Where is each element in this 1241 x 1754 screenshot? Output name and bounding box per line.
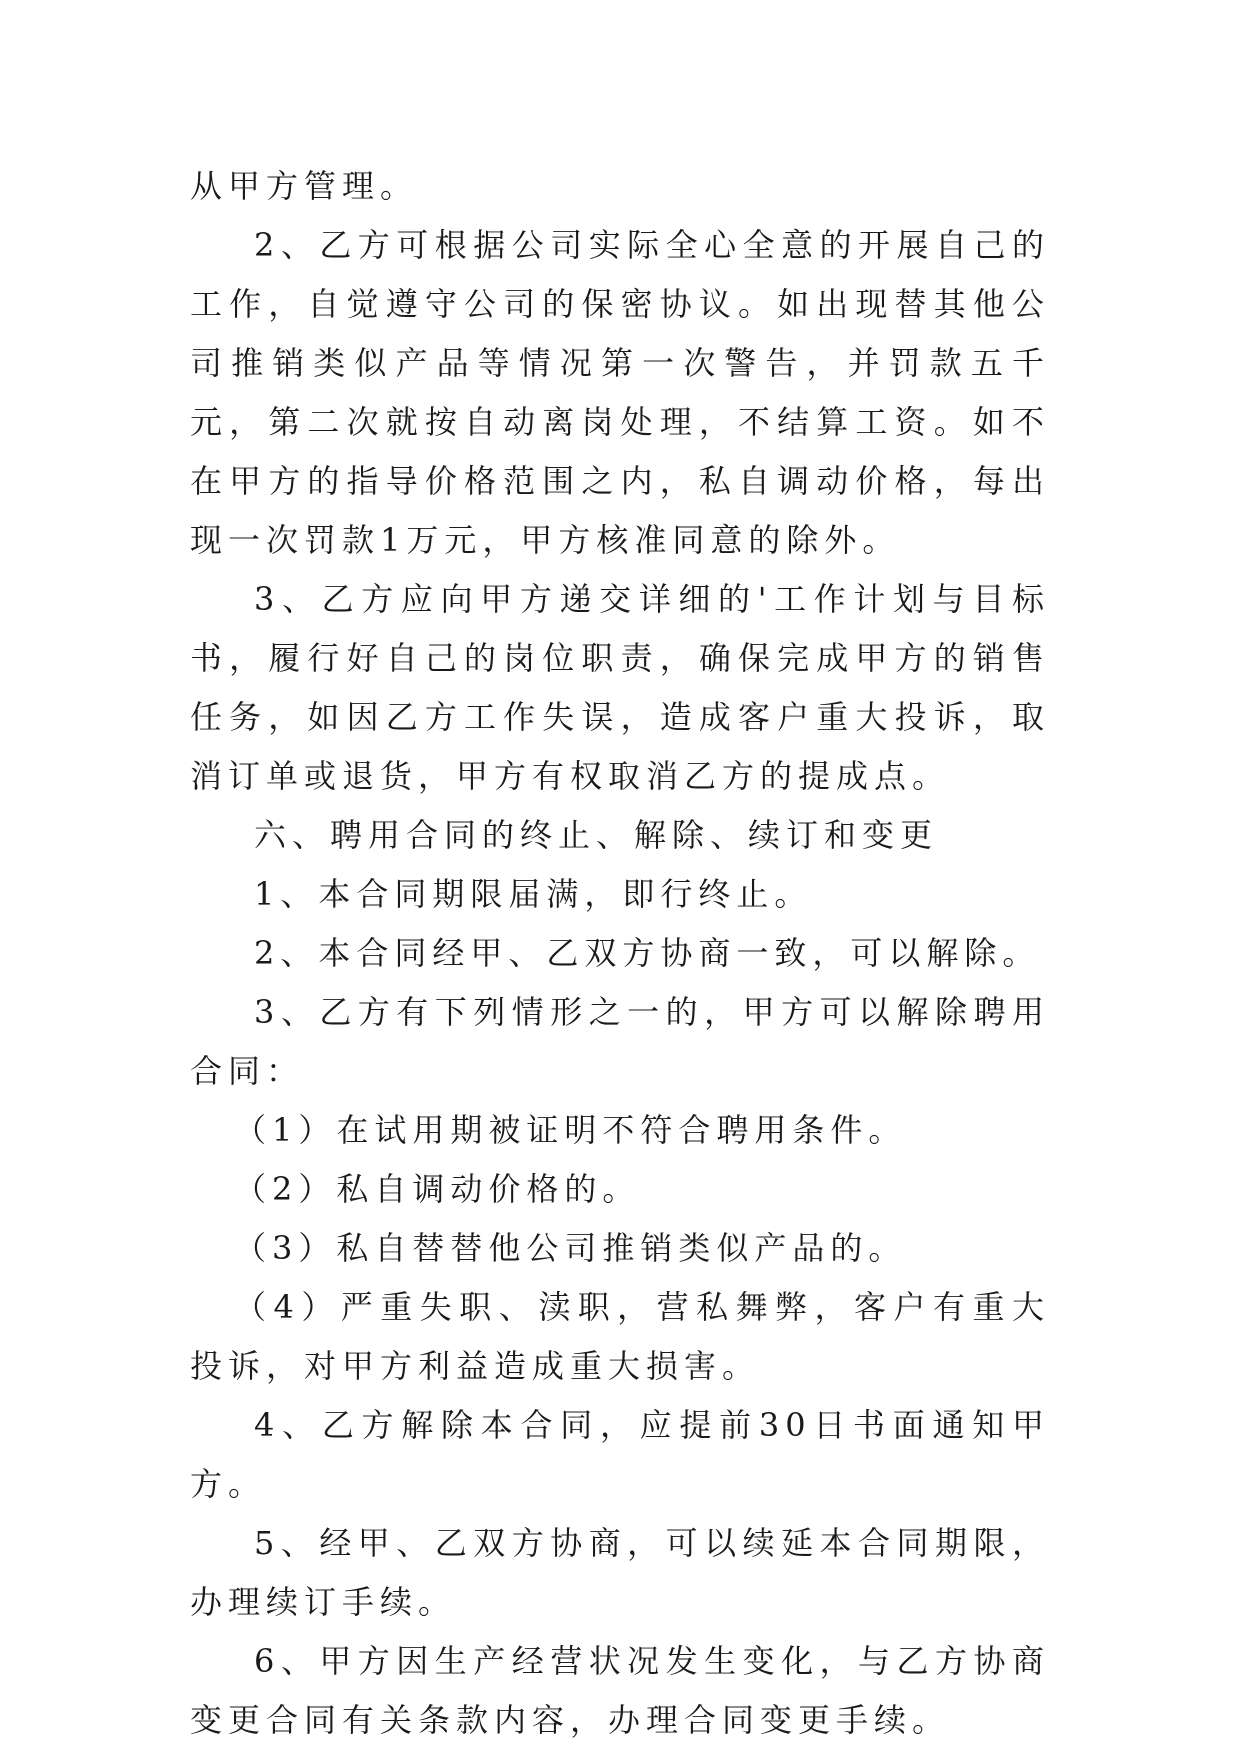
document-body	[190, 157, 1050, 1750]
paragraph-continuation: 从甲方管理。	[190, 167, 419, 205]
termination-subitem-3: （3）私自替替他公司推销类似产品的。	[234, 1229, 907, 1267]
termination-item-1: 1、本合同期限届满，即行终止。	[254, 875, 813, 913]
termination-subitem-2: （2）私自调动价格的。	[234, 1170, 641, 1208]
termination-item-4: 4、乙方解除本合同，应提前30日书面通知甲方。	[190, 1406, 1050, 1503]
renewal-item-5: 5、经甲、乙双方协商，可以续延本合同期限，办理续订手续。	[190, 1524, 1050, 1621]
section-heading-six: 六、聘用合同的终止、解除、续订和变更	[254, 816, 939, 854]
change-item-6: 6、甲方因生产经营状况发生变化，与乙方协商变更合同有关条款内容，办理合同变更手续。	[190, 1642, 1050, 1739]
clause-3-work-plan: 3、乙方应向甲方递交详细的'工作计划与目标书，履行好自己的岗位职责，确保完成甲方的销售任务，如因乙方工作失误，造成客户重大投诉，取消订单或退货，甲方有权取消乙方的提成点。	[190, 580, 1050, 795]
termination-item-3: 3、乙方有下列情形之一的，甲方可以解除聘用合同：	[190, 993, 1050, 1090]
termination-subitem-4: （4）严重失职、渎职，营私舞弊，客户有重大投诉，对甲方利益造成重大损害。	[190, 1288, 1050, 1385]
termination-subitem-1: （1）在试用期被证明不符合聘用条件。	[234, 1111, 907, 1149]
termination-item-2: 2、本合同经甲、乙双方协商一致，可以解除。	[254, 934, 1041, 972]
clause-2-work-conduct: 2、乙方可根据公司实际全心全意的开展自己的工作，自觉遵守公司的保密协议。如出现替其他公司推销类似产品等情况第一次警告，并罚款五千元，第二次就按自动离岗处理，不结算工资。如不在甲方的指导价格范围之内，私自调动价格，每出现一次罚款1万元，甲方核准同意的除外。	[190, 226, 1050, 559]
